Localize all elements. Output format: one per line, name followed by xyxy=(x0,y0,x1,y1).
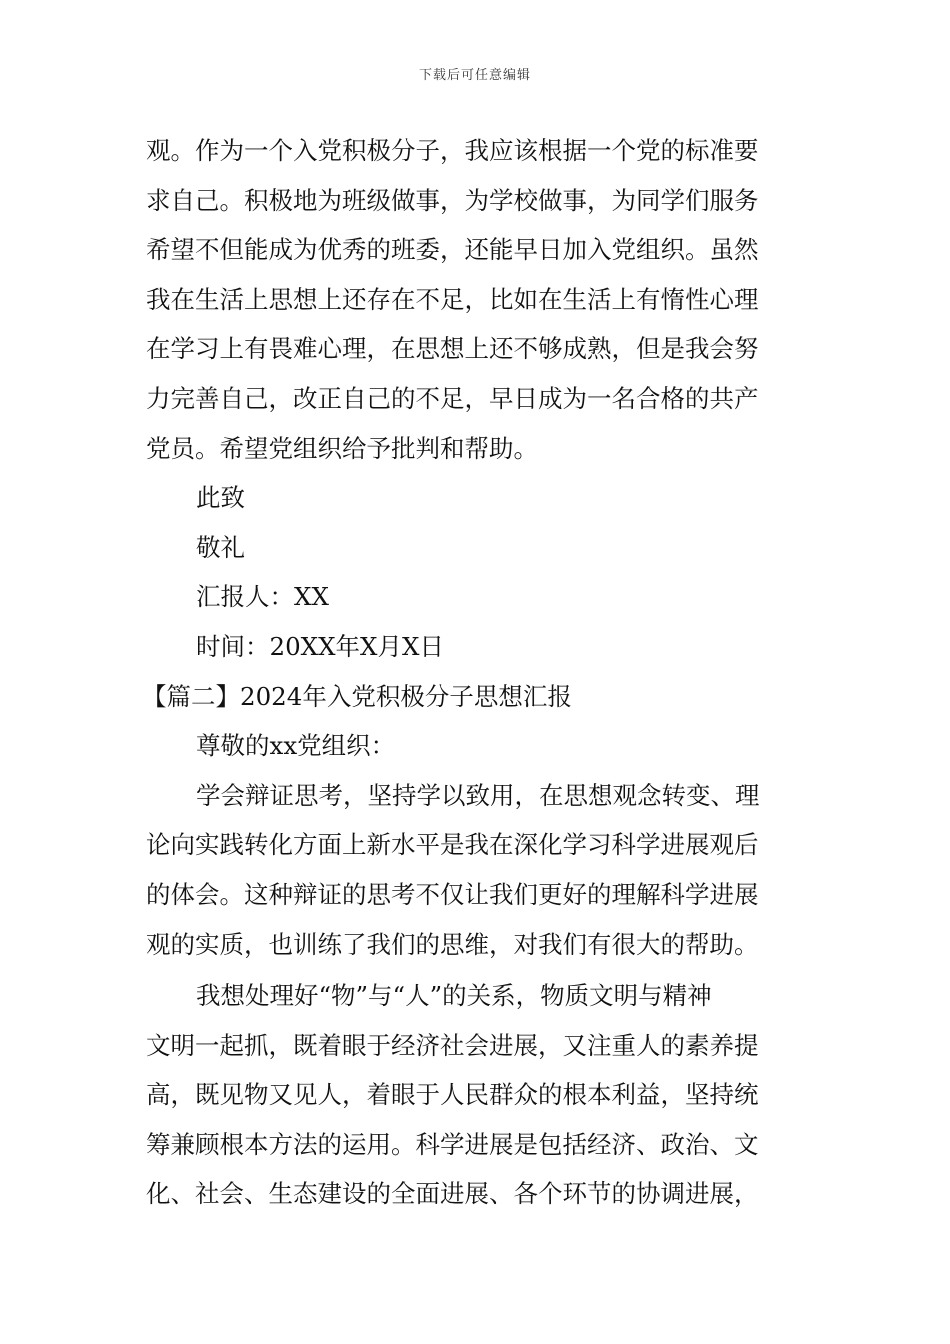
text-line: 力完善自己，改正自己的不足，早日成为一名合格的共产 xyxy=(146,383,759,413)
section2-paragraph-1 xyxy=(146,771,806,969)
section-title: 【篇二】2024年入党积极分子思想汇报 xyxy=(142,681,572,711)
text-line: 求自己。积极地为班级做事，为学校做事，为同学们服务 xyxy=(146,185,759,215)
section2-paragraph-2 xyxy=(146,971,806,1219)
text-line: 筹兼顾根本方法的运用。科学进展是包括经济、政治、文 xyxy=(146,1129,759,1159)
paragraph-continuation xyxy=(146,126,806,473)
text-line: 高，既见物又见人，着眼于人民群众的根本利益，坚持统 xyxy=(146,1080,759,1110)
text-line: 化、社会、生态建设的全面进展、各个环节的协调进展， xyxy=(146,1179,759,1209)
date-line: 时间：20XX年X月X日 xyxy=(196,631,444,661)
text-line: 在学习上有畏难心理，在思想上还不够成熟，但是我会努 xyxy=(146,334,759,364)
closing-salutation-2: 敬礼 xyxy=(196,532,245,562)
text-line: 我在生活上思想上还存在不足，比如在生活上有惰性心理 xyxy=(146,284,759,314)
reporter-line: 汇报人：XX xyxy=(196,582,329,612)
text-line: 观的实质，也训练了我们的思维，对我们有很大的帮助。 xyxy=(146,929,759,959)
closing-salutation-1: 此致 xyxy=(196,483,245,513)
text-line: 学会辩证思考，坚持学以致用，在思想观念转变、理 xyxy=(196,780,760,810)
text-line: 观。作为一个入党积极分子，我应该根据一个党的标准要 xyxy=(146,136,759,165)
page-header-note: 下载后可任意编辑 xyxy=(418,68,531,83)
text-line: 的体会。这种辩证的思考不仅让我们更好的理解科学进展 xyxy=(146,879,759,909)
document-body xyxy=(142,126,806,1219)
text-line: 文明一起抓，既着眼于经济社会进展，又注重人的素养提 xyxy=(146,1030,759,1060)
text-line: 论向实践转化方面上新水平是我在深化学习科学进展观后 xyxy=(146,830,759,860)
text-line: 我想处理好“物”与“人”的关系，物质文明与精神 xyxy=(196,981,712,1011)
text-line: 希望不但能成为优秀的班委，还能早日加入党组织。虽然 xyxy=(146,235,759,265)
text-line: 党员。希望党组织给予批判和帮助。 xyxy=(146,433,538,463)
greeting-line: 尊敬的xx党组织： xyxy=(196,731,396,761)
